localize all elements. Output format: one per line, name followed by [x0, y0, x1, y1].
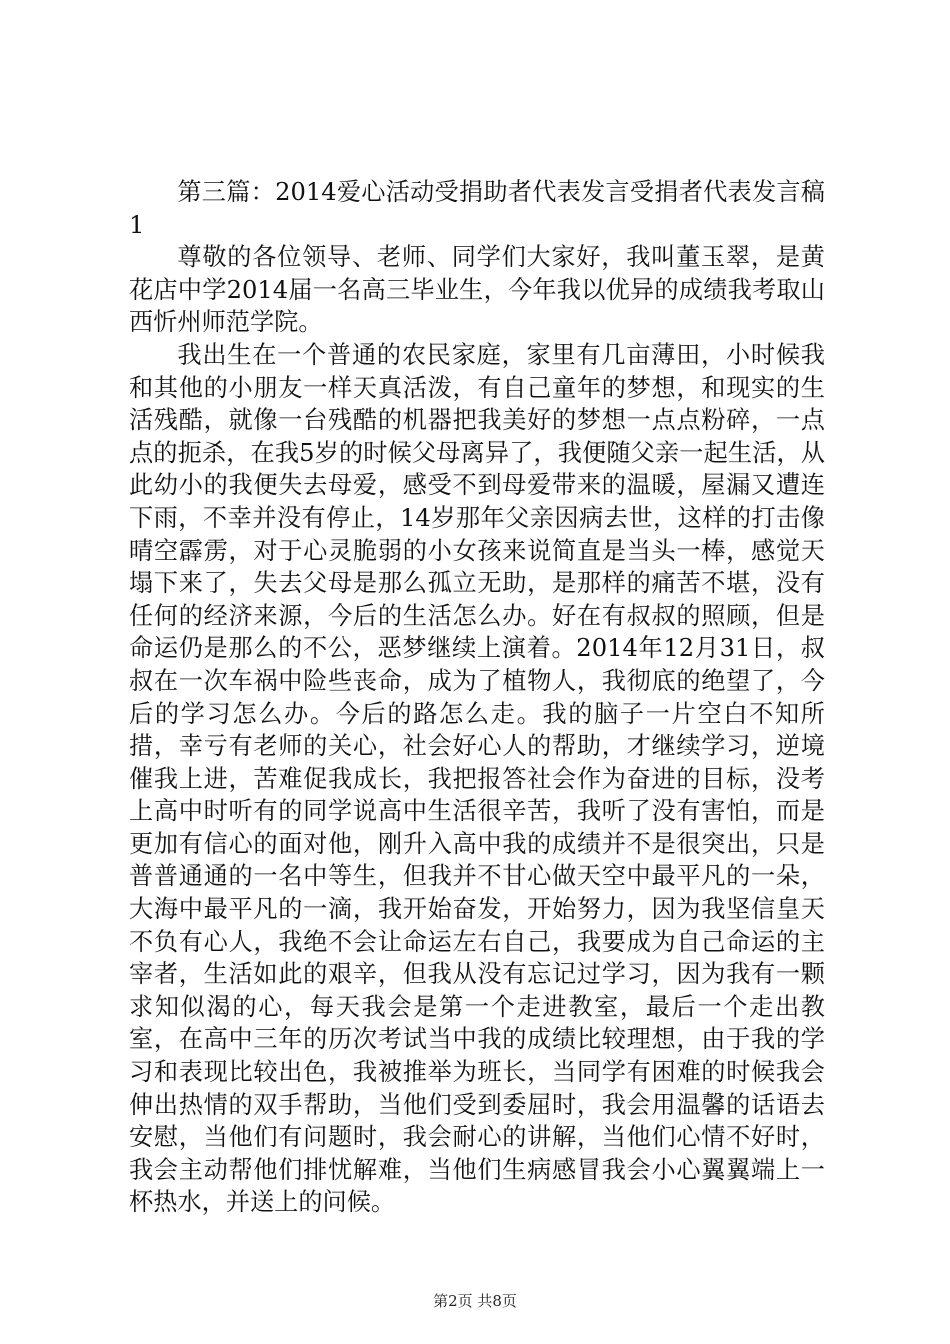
paragraph-story: 我出生在一个普通的农民家庭，家里有几亩薄田，小时候我和其他的小朋友一样天真活泼，有自己童年的梦想，和现实的生活残酷，就像一台残酷的机器把我美好的梦想一点点粉碎，一点点的扼杀，在我5岁的时候父母离异了，我便随父亲一起生活，从此幼小的我便失去母爱，感受不到母爱带来的温暖，屋漏又遭连下雨，不幸并没有停止，14岁那年父亲因病去世，这样的打击像晴空霹雳，对于心灵脆弱的小女孩来说简直是当头一棒，感觉天塌下来了，失去父母是那么孤立无助，是那样的痛苦不堪，没有任何的经济来源，今后的生活怎么办。好在有叔叔的照顾，但是命运仍是那么的不公，恶梦继续上演着。2014年12月31日，叔叔在一次车祸中险些丧命，成为了植物人，我彻底的绝望了，今后的学习怎么办。今后的路怎么走。我的脑子一片空白不知所措，幸亏有老师的关心，社会好心人的帮助，才继续学习，逆境催我上进，苦难促我成长，我把报答社会作为奋进的目标，没考上高中时听有的同学说高中生活很辛苦，我听了没有害怕，而是更加有信心的面对他，刚升入高中我的成绩并不是很突出，只是普普通通的一名中等生，但我并不甘心做天空中最平凡的一朵，大海中最平凡的一滴，我开始奋发，开始努力，因为我坚信皇天不负有心人，我绝不会让命运左右自己，我要成为自己命运的主宰者，生活如此的艰辛，但我从没有忘记过学习，因为我有一颗求知似渴的心，每天我会是第一个走进教室，最后一个走出教室，在高中三年的历次考试当中我的成绩比较理想，由于我的学习和表现比较出色，我被推举为班长，当同学有困难的时候我会伸出热情的双手帮助，当他们受到委屈时，我会用温馨的话语去安慰，当他们有问题时，我会耐心的讲解，当他们心情不好时，我会主动帮他们排忧解难，当他们生病感冒我会小心翼翼端上一杯热水，并送上的问候。: [129, 340, 825, 1217]
page-number-footer: 第2页 共8页: [433, 1292, 517, 1310]
document-title: 第三篇：2014爱心活动受捐助者代表发言受捐者代表发言稿1: [129, 178, 825, 239]
document-body: [129, 176, 825, 1219]
paragraph-greeting: 尊敬的各位领导、老师、同学们大家好，我叫董玉翠，是黄花店中学2014届一名高三毕业生，今年我以优异的成绩我考取山西忻州师范学院。: [129, 243, 825, 337]
